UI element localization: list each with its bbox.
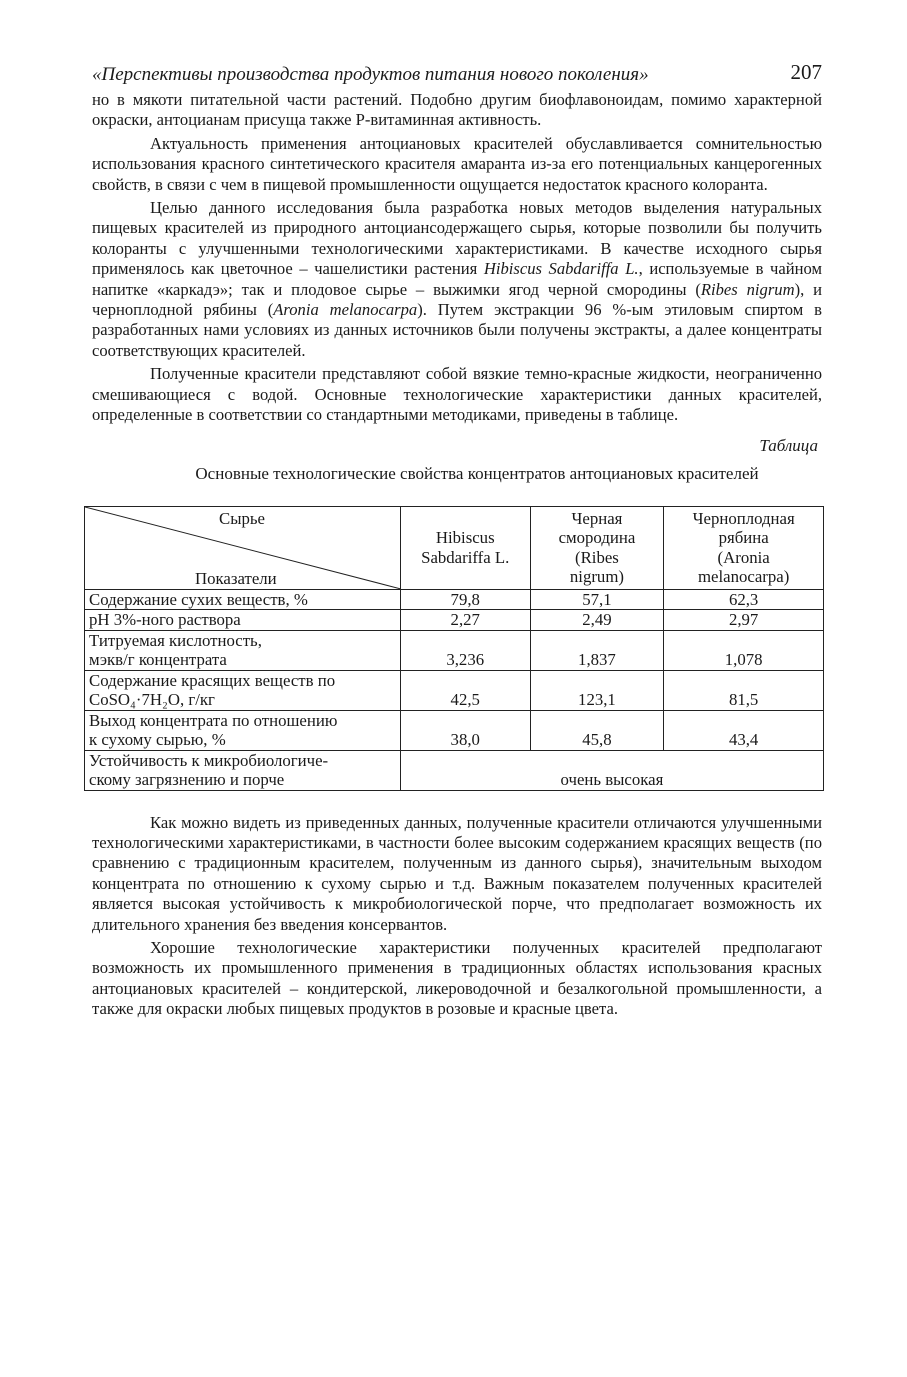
column-header <box>664 506 824 589</box>
paragraph-text: ), и черноплодной рябины ( <box>92 279 822 320</box>
table-row <box>85 750 824 790</box>
table-label: Таблица <box>759 435 818 455</box>
table-cell: 81,5 <box>664 670 824 710</box>
table-cell: 2,49 <box>530 610 664 631</box>
species-name: Aronia melanocarpa <box>273 300 418 320</box>
paragraph-text: Целью данного исследования была разработка новых методов выделения натуральных пищевых красителей из природного антоциансодержащего сырья, которые позволили бы получить колоранты с улучшенными технологическими характеристиками. В качестве исходного сырья применялось как цветочное – чашелистики растения <box>92 198 822 279</box>
column-header <box>400 506 530 589</box>
table-cell: 45,8 <box>530 710 664 750</box>
row-label-line: Выход концентрата по отношению <box>89 710 338 730</box>
column-header-line: (Aronia <box>717 547 770 567</box>
body-text-top <box>92 90 822 426</box>
table-cell: 62,3 <box>664 589 824 610</box>
running-head <box>92 60 822 90</box>
paragraph: но в мякоти питательной части растений. Подобно другим биофлавоноидам, помимо характерной окраски, антоцианам присуща также Р-витаминная активность. <box>92 90 822 130</box>
table-caption: Основные технологические свойства концентратов антоциановых красителей <box>195 463 759 483</box>
row-label-line: Содержание сухих веществ, % <box>89 589 308 609</box>
column-header-line: (Ribes <box>575 547 619 567</box>
table-row <box>85 630 824 670</box>
paragraph-text: , используемые в чайном напитке «каркадэ»; так и плодовое сырье – выжимки ягод черной смородины ( <box>92 259 822 299</box>
row-label-line: CoSO₄·7H₂O, г/кг <box>89 690 215 709</box>
table-cell: 38,0 <box>400 710 530 750</box>
table-cell: 3,236 <box>400 630 530 670</box>
row-label <box>85 630 401 670</box>
table-row <box>85 610 824 631</box>
row-label-line: Устойчивость к микробиологиче- <box>89 750 329 770</box>
row-label <box>85 670 401 710</box>
column-header-line: melanocarpa) <box>697 567 790 586</box>
corner-label-indicators: Показатели <box>195 569 277 588</box>
species-name: Hibiscus Sabdariffa L. <box>483 259 639 279</box>
row-label-line: Титруемая кислотность, <box>89 630 262 650</box>
table-row <box>85 710 824 750</box>
table-cell: 57,1 <box>530 589 664 610</box>
body-text-bottom <box>92 813 822 1020</box>
corner-cell <box>85 506 401 589</box>
row-label <box>85 710 401 750</box>
table-cell: 2,97 <box>664 610 824 631</box>
row-label <box>85 750 401 790</box>
column-header-line: смородина <box>558 528 636 547</box>
table-row <box>85 589 824 610</box>
page <box>89 60 822 1020</box>
column-header-line: Hibiscus <box>435 528 495 547</box>
paragraph: Актуальность применения антоциановых красителей обуславливается сомнительностью использования красного синтетического красителя амаранта из-за его потенциальных канцерогенных свойств, в связи с чем в пищевой промышленности ощущается недостаток красного колоранта. <box>92 133 822 194</box>
page-number: 207 <box>790 60 822 84</box>
column-header <box>530 506 664 589</box>
row-label-line: Содержание красящих веществ по <box>89 670 336 690</box>
row-label-line: рН 3%-ного раствора <box>89 610 241 629</box>
row-label-line: мэкв/г концентрата <box>89 650 227 669</box>
column-header-line: Черноплодная <box>692 508 795 528</box>
table-cell: 1,078 <box>664 630 824 670</box>
corner-label-raw-material: Сырье <box>219 508 265 528</box>
table-cell: 2,27 <box>400 610 530 631</box>
table-cell-merged: очень высокая <box>400 750 823 790</box>
row-label <box>85 589 401 610</box>
row-label-line: к сухому сырью, % <box>89 730 226 749</box>
paragraph: Полученные красители представляют собой вязкие темно-красные жидкости, неограниченно смешивающиеся с водой. Основные технологические характеристики данных красителей, определенные в соответствии со стандартными методиками, приведены в таблице. <box>92 364 822 425</box>
table-cell: 43,4 <box>664 710 824 750</box>
table-cell: 79,8 <box>400 589 530 610</box>
column-header-line: Черная <box>571 508 623 528</box>
table-header-row <box>85 506 824 589</box>
paragraph-text: ). Путем экстракции 96 %-ым этиловым спиртом в разработанных нами условиях из данных источников были получены экстракты, а далее концентраты соответствующих красителей. <box>92 300 822 360</box>
table-row <box>85 670 824 710</box>
row-label <box>85 610 401 631</box>
row-label-line: скому загрязнению и порче <box>89 770 285 789</box>
column-header-line: рябина <box>718 528 769 547</box>
journal-title: «Перспективы производства продуктов питания нового поколения» <box>92 64 649 85</box>
data-table <box>84 506 824 791</box>
table-cell: 42,5 <box>400 670 530 710</box>
column-header-line: nigrum) <box>569 567 624 586</box>
table-cell: 123,1 <box>530 670 664 710</box>
species-name: Ribes nigrum <box>700 279 795 299</box>
table-cell: 1,837 <box>530 630 664 670</box>
paragraph-goal <box>92 198 822 361</box>
column-header-line: Sabdariffa L. <box>421 547 510 567</box>
paragraph: Хорошие технологические характеристики полученных красителей предполагают возможность их промышленного применения в традиционных областях использования красных антоциановых красителей – кондитерской, ликероводочной и безалкогольной промышленности, а также для окраски любых пищевых продуктов в розовые и красные цвета. <box>92 937 822 1019</box>
paragraph: Как можно видеть из приведенных данных, полученные красители отличаются улучшенными технологическими характеристиками, в частности более высоким содержанием красящих веществ (по сравнению с традиционным красителем, полученным из данного сырья), значительным выходом концентрата по отношению к сухому сырью и т.д. Важным показателем полученных красителей является высокая устойчивость к микробиологической порче, что предполагает возможность их длительного хранения без введения консервантов. <box>92 812 822 934</box>
